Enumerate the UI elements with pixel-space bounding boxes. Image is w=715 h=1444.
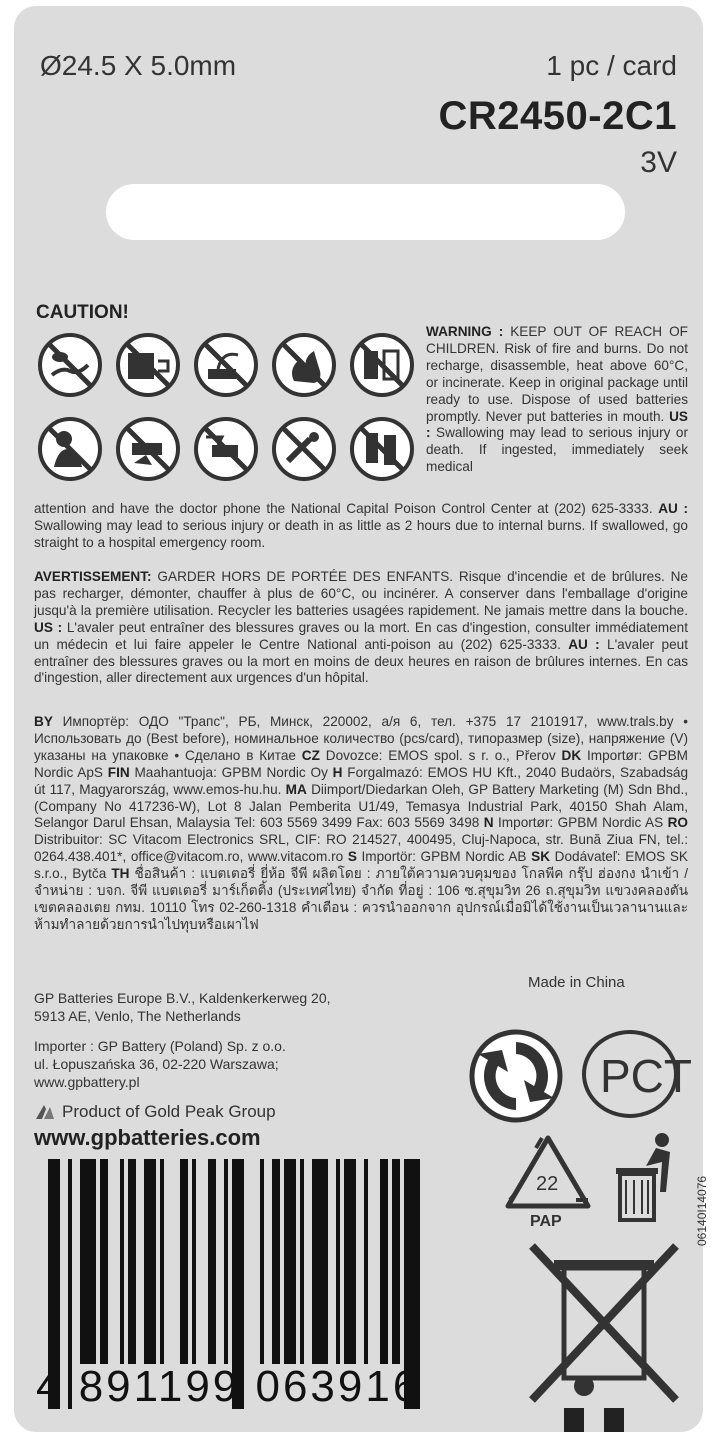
barcode-bar xyxy=(180,1159,188,1364)
tidyman-bin-icon xyxy=(608,1130,684,1226)
barcode-bar xyxy=(260,1159,264,1364)
barcode-bar xyxy=(312,1159,328,1364)
no-fire-icon xyxy=(270,331,338,399)
pct-certification-icon xyxy=(578,1026,702,1122)
no-deform-icon xyxy=(192,415,260,483)
pap-label: PAP xyxy=(530,1213,562,1230)
bin-bar-icon xyxy=(554,1408,634,1432)
pct-text: PCT xyxy=(600,1050,692,1102)
no-wrong-polarity-icon xyxy=(348,415,416,483)
barcode-bar xyxy=(144,1159,156,1364)
poland-importer: Importer : GP Battery (Poland) Sp. z o.o. ul. Łopuszańska 36, 02-220 Warszawa; www.gpbattery.pl xyxy=(34,1038,286,1090)
warning-text-continued: attention and have the doctor phone the National Capital Poison Control Center at (202) 625-3333. AU : Swallowing may lead to serious injury or death in as little as 2 hours due to internal burns. If swallowed, go straight to a hospital emergency room. xyxy=(34,501,688,550)
no-solder-icon xyxy=(270,415,338,483)
keep-from-children-icon xyxy=(36,415,104,483)
barcode-bar xyxy=(192,1159,196,1364)
hang-hole xyxy=(106,184,625,240)
side-code: 06140I14076 xyxy=(695,1175,709,1246)
pap-recycling-icon xyxy=(498,1130,598,1230)
avertissement-text: AVERTISSEMENT: GARDER HORS DE PORTÉE DES ENFANTS. Risque d'incendie et de brûlures. Ne pas recharger, démonter, chauffer à plus de 60°C, ou incinérer. A conserver dans l'emballage d'origine jusqu'à la première utilisation. Recycler les batteries usagées rapidement. Ne jamais mettre dans la bouche. US : L'avaler peut entraîner des blessures graves ou la mort. En cas d'ingestion, consulter immédiatement un médecin et lui faire appeler le Centre National anti-poison au (202) 625-3333. AU : L'avaler peut entraîner des blessures graves ou la mort en moins de deux heures en raison de brûlures internes. En cas d'ingestion, aller directement aux urgences d'un hôpital. xyxy=(34,569,689,686)
barcode-bar xyxy=(128,1159,136,1364)
weee-crossed-bin-icon xyxy=(524,1238,684,1408)
no-disassemble-icon xyxy=(114,415,182,483)
barcode-bar xyxy=(344,1159,356,1364)
barcode-bar xyxy=(224,1159,228,1364)
barcode-bar xyxy=(272,1159,280,1364)
eu-address: GP Batteries Europe B.V., Kaldenkerkerweg 20, 5913 AE, Venlo, The Netherlands xyxy=(34,990,331,1024)
barcode-bar xyxy=(364,1159,368,1364)
barcode-bar xyxy=(300,1159,304,1364)
green-dot-recycle-icon xyxy=(466,1026,566,1126)
blister-card-back xyxy=(14,6,709,1432)
no-recharge-icon xyxy=(114,331,182,399)
barcode-bar xyxy=(392,1159,400,1364)
barcode-bar xyxy=(208,1159,216,1364)
pap-number: 22 xyxy=(536,1173,559,1195)
barcode-bar xyxy=(120,1159,124,1364)
barcode-bar xyxy=(80,1159,96,1364)
importers-text: BY Импортёр: ОДО "Трапс", РБ, Минск, 220002, а/я 6, тел. +375 17 2101917, www.trals.by • Использовать до (Best before), номинальное количество (pcs/card), типоразмер (size), напряжение (V) указаны на упаковке • Сделано в Китае CZ Dovozce: EMOS spol. s r. o., Přerov DK Importør: GPBM Nordic ApS FIN Maahantuoja: GPBM Nordic Oy H Forgalmazó: EMOS HU Kft., 2040 Budaörs, Szabadság út 117, Magyarország, www.emos-hu.hu. MA Diimport/Diedarkan Oleh, GP Battery Marketing (M) Sdn Bhd., (Company No 417236-W), Lot 8 Jalan Pemberita U1/49, Temasya Industrial Park, 40150 Shah Alam, Selangor Darul Ehsan, Malaysia Tel: 603 5569 3499 Fax: 603 5569 3498 N Importør: GPBM Nordic AS RO Distribuitor: SC Vitacom Electronics SRL, CIF: RO 214527, 400495, Cluj-Napoca, str. Bună Ziua FN, tel.: 0264.438.401*, office@vitacom.ro, www.vitacom.ro S Importör: GPBM Nordic AB SK Dodávateľ: EMOS SK s.r.o., Bytča TH ชื่อสินค้า : แบตเตอรี่ ยี่ห้อ จีพี ผลิตโดย : ภายใต้ความควบคุมของ โกลพีค กรุ๊ป ฮ่องกง นำเข้า / จำหน่าย : บจก. จีพี แบตเตอรี่ มาร์เก็ตติ้ง (ประเทศไทย) จำกัด ที่อยู่ : 106 ซ.สุขุมวิท 26 ถ.สุขุมวิท แขวงคลองตัน เขตคลองเตย กทม. 10110 โทร 02-260-1318 คำเตือน : ควรนำออกจาก อุปกรณ์เมื่อมิได้ใช้งานเป็นเวลานานและห้ามทำลายด้วยการนำไปทุบหรือเผาไฟ xyxy=(34,714,689,932)
barcode-digits: 4 891199 063916 xyxy=(36,1362,421,1411)
barcode-bar xyxy=(336,1159,340,1364)
no-mix-batteries-icon xyxy=(348,331,416,399)
caution-title: CAUTION! xyxy=(36,302,129,323)
barcode-bar xyxy=(160,1159,164,1364)
made-in-label: Made in China xyxy=(528,974,625,991)
battery-dimensions: Ø24.5 X 5.0mm xyxy=(40,50,237,81)
barcode-bar xyxy=(284,1159,296,1364)
no-heat-icon xyxy=(36,331,104,399)
no-short-circuit-icon xyxy=(192,331,260,399)
barcode-bar xyxy=(380,1159,388,1364)
voltage: 3V xyxy=(640,146,677,179)
quantity-per-card: 1 pc / card xyxy=(546,50,677,81)
product-of-line: Product of Gold Peak Group xyxy=(34,1102,276,1122)
model-number: CR2450-2C1 xyxy=(438,94,677,138)
website: www.gpbatteries.com xyxy=(34,1125,261,1150)
gold-peak-logo-icon xyxy=(34,1103,56,1121)
barcode-bar xyxy=(100,1159,108,1364)
warning-text: WARNING : KEEP OUT OF REACH OF CHILDREN. Risk of fire and burns. Do not recharge, disassemble, heat above 60°C, or incinerate. Keep in original package until ready to use. Dispose of used batteries promptly. Never put batteries in mouth. US : Swallowing may lead to serious injury or death. If ingested, immediately seek medical xyxy=(426,324,688,475)
